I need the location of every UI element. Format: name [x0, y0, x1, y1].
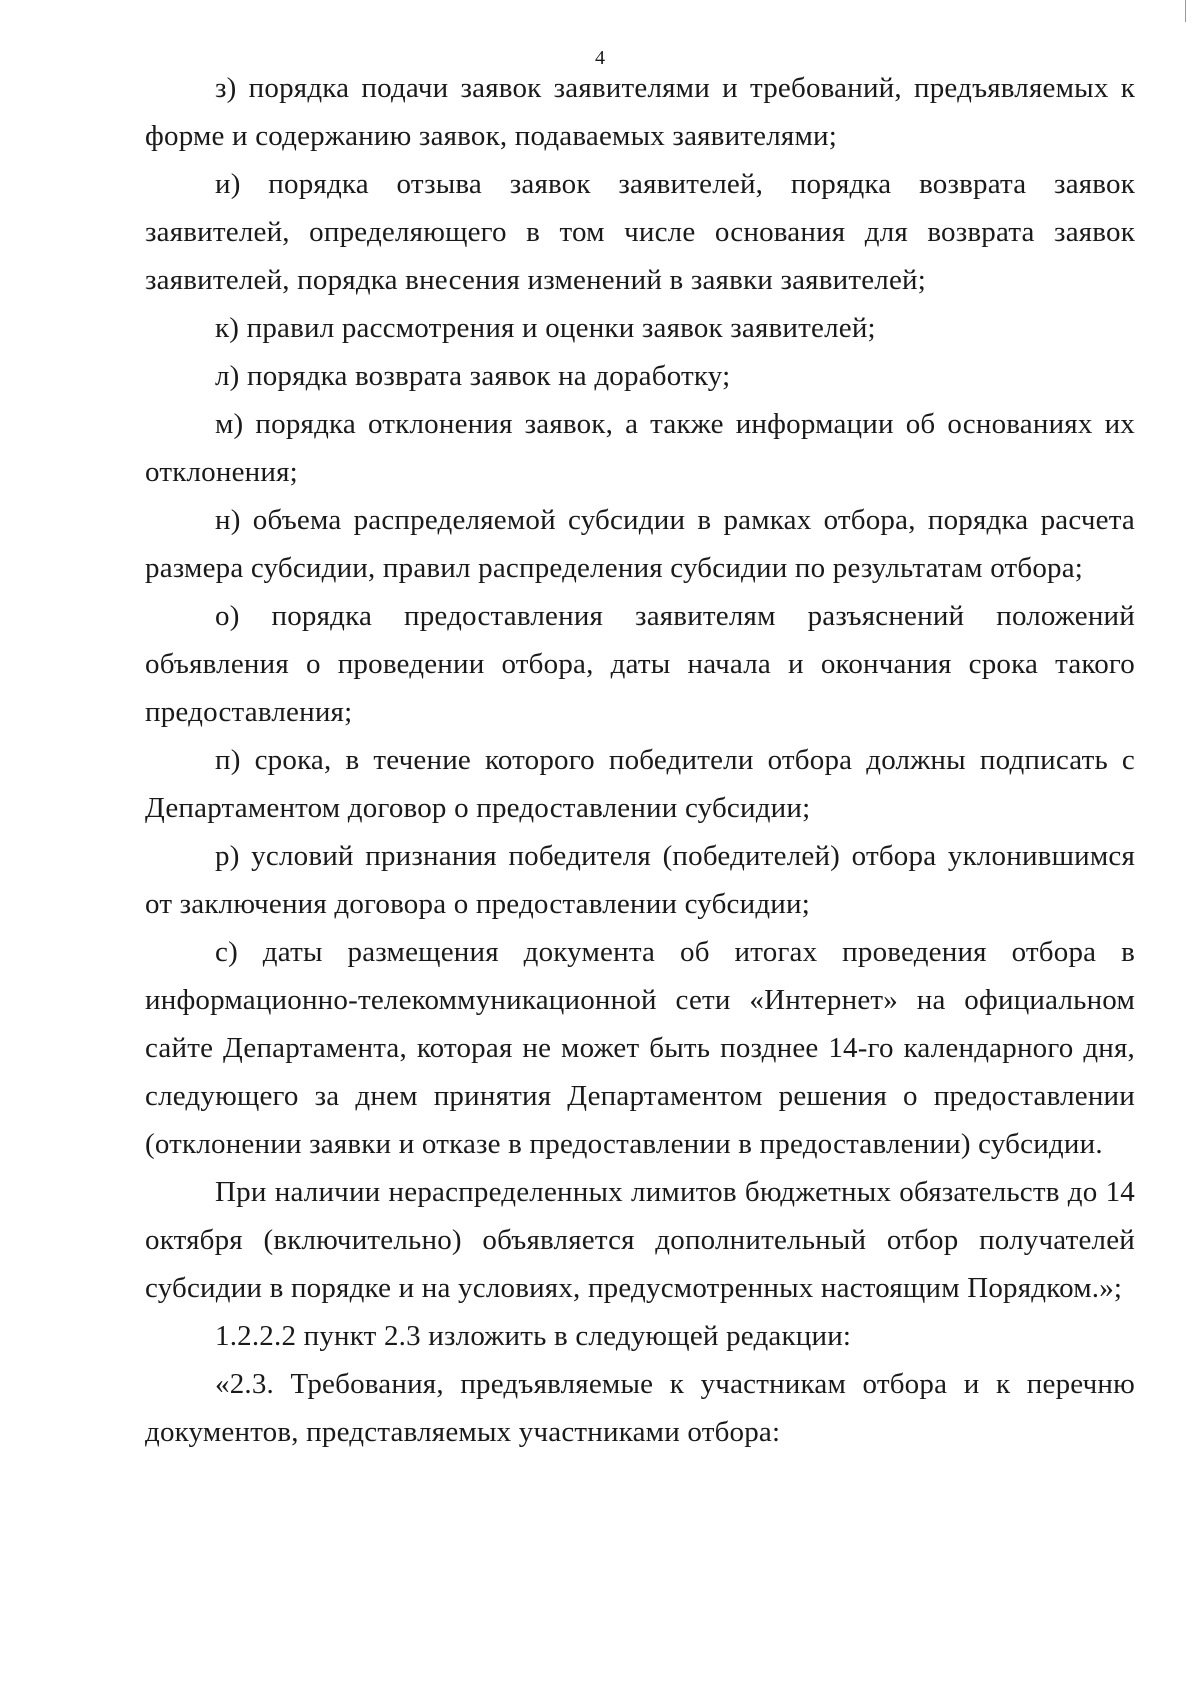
page-number: 4 [595, 47, 605, 69]
paragraph-o: о) порядка предоставления заявителям разъяснений положений объявления о проведении отбора, даты начала и окончания срока такого предоставления; [145, 600, 1135, 728]
paragraph-i: и) порядка отзыва заявок заявителей, порядка возврата заявок заявителей, определяющего в том числе основания для возврата заявок заявителей, порядка внесения изменений в заявки заявителей; [145, 168, 1135, 296]
paragraph-amendment-1-2-2-2: 1.2.2.2 пункт 2.3 изложить в следующей редакции: [215, 1320, 852, 1352]
paragraph-z: з) порядка подачи заявок заявителями и требований, предъявляемых к форме и содержанию заявок, подаваемых заявителями; [145, 72, 1135, 152]
paragraph-k: к) правил рассмотрения и оценки заявок заявителей; [215, 312, 876, 344]
paragraph-r: р) условий признания победителя (победителей) отбора уклонившимся от заключения договора о предоставлении субсидии; [145, 840, 1135, 920]
paragraph-s: с) даты размещения документа об итогах проведения отбора в информационно-телекоммуникационной сети «Интернет» на официальном сайте Департамента, которая не может быть позднее 14-го календарного дня, следующего за днем принятия Департаментом решения о предоставлении (отклонении заявки и отказе в предоставлении в предоставлении) субсидии. [145, 936, 1135, 1160]
paragraph-2-3-requirements: «2.3. Требования, предъявляемые к участникам отбора и к перечню документов, представляемых участниками отбора: [145, 1368, 1135, 1448]
scan-edge-mark [1185, 0, 1200, 22]
document-body [145, 64, 1135, 1456]
paragraph-n: н) объема распределяемой субсидии в рамках отбора, порядка расчета размера субсидии, правил распределения субсидии по результатам отбора; [145, 504, 1135, 584]
paragraph-m: м) порядка отклонения заявок, а также информации об основаниях их отклонения; [145, 408, 1135, 488]
paragraph-l: л) порядка возврата заявок на доработку; [215, 360, 731, 392]
paragraph-additional-selection: При наличии нераспределенных лимитов бюджетных обязательств до 14 октября (включительно) объявляется дополнительный отбор получателей субсидии в порядке и на условиях, предусмотренных настоящим Порядком.»; [145, 1176, 1135, 1304]
paragraph-p: п) срока, в течение которого победители отбора должны подписать с Департаментом договор о предоставлении субсидии; [145, 744, 1135, 824]
